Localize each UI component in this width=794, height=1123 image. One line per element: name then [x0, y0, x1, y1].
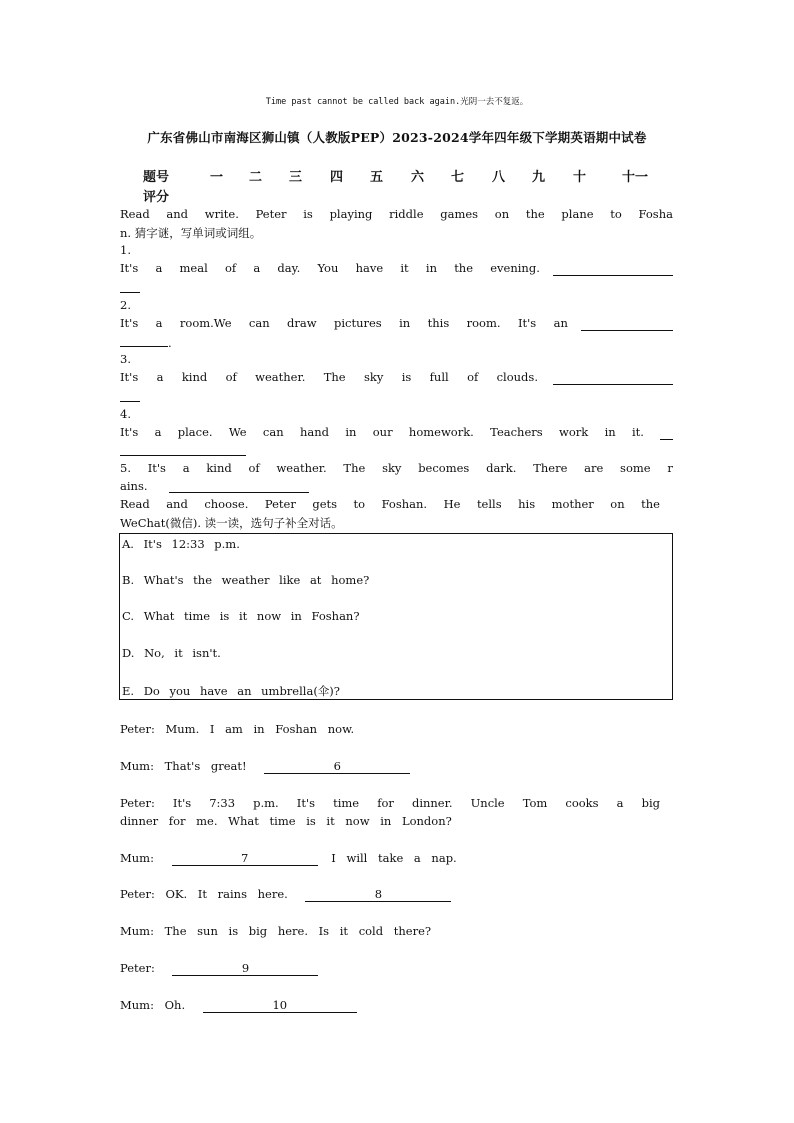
dialogue-line: Mum: 7 I will take a nap.	[120, 851, 457, 865]
question-3: It's a kind of weather. The sky is full of clouds.	[120, 370, 538, 384]
answer-blank-7[interactable]: 7	[172, 851, 318, 866]
score-col: 十一	[622, 170, 649, 185]
dialogue-line: Peter: It's 7:33 p.m. It's time for dinner. Uncle Tom cooks a big	[120, 796, 660, 810]
score-col: 十	[573, 170, 587, 185]
answer-blank-10[interactable]: 10	[203, 998, 357, 1013]
question-4: It's a place. We can hand in our homework. Teachers work in it.	[120, 425, 644, 439]
answer-blank-1-cont[interactable]	[120, 280, 140, 293]
dialogue-line: Mum: The sun is big here. Is it cold there?	[120, 924, 432, 938]
dialogue-line: Peter: 9	[120, 961, 318, 976]
option-e: E. Do you have an umbrella(伞)?	[122, 684, 340, 698]
option-c: C. What time is it now in Foshan?	[122, 609, 360, 623]
section2-instruction-cont: WeChat(微信). 读一读，选句子补全对话。	[120, 516, 343, 530]
section1-instruction-cont: n. 猜字谜，写单词或词组。	[120, 226, 262, 240]
score-col: 二	[249, 170, 263, 185]
question-5: 5. It's a kind of weather. The sky becomes dark. There are some r	[120, 461, 673, 475]
answer-blank-4-cont[interactable]	[120, 443, 246, 456]
answer-blank-3[interactable]	[553, 372, 673, 385]
question-2: It's a room.We can draw pictures in this room. It's an	[120, 316, 568, 330]
dialogue-line: Mum: Oh. 10	[120, 998, 357, 1013]
question-number: 3.	[120, 352, 131, 366]
answer-blank-3-cont[interactable]	[120, 389, 140, 402]
section1-instruction: Read and write. Peter is playing riddle games on the plane to Fosha	[120, 207, 673, 221]
question-5-cont: ains.	[120, 479, 148, 493]
score-col: 八	[492, 170, 506, 185]
score-col: 四	[330, 170, 344, 185]
score-col: 七	[451, 170, 465, 185]
answer-blank-2[interactable]	[581, 318, 673, 331]
answer-blank-6[interactable]: 6	[264, 759, 410, 774]
score-col: 六	[411, 170, 425, 185]
answer-blank-5[interactable]	[169, 480, 309, 493]
answer-blank-9[interactable]: 9	[172, 961, 318, 976]
section2-instruction: Read and choose. Peter gets to Foshan. He tells his mother on the	[120, 497, 660, 511]
score-row-label: 评分	[143, 190, 170, 205]
score-row-label: 题号	[143, 170, 170, 185]
question-1: It's a meal of a day. You have it in the evening.	[120, 261, 540, 275]
question-number: 2.	[120, 298, 131, 312]
motto: Time past cannot be called back again.光阴一去不复返。	[265, 97, 529, 107]
answer-blank-1[interactable]	[553, 263, 673, 276]
answer-blank-8[interactable]: 8	[305, 887, 451, 902]
dialogue-line: Mum: That's great! 6	[120, 759, 410, 774]
score-col: 五	[370, 170, 384, 185]
dialogue-line-cont: dinner for me. What time is it now in London?	[120, 814, 452, 828]
dialogue-line: Peter: Mum. I am in Foshan now.	[120, 722, 355, 736]
question-number: 4.	[120, 407, 131, 421]
answer-blank-2-cont[interactable]: .	[120, 334, 172, 350]
option-d: D. No, it isn't.	[122, 646, 221, 660]
score-col: 一	[210, 170, 224, 185]
page-title: 广东省佛山市南海区狮山镇（人教版PEP）2023-2024学年四年级下学期英语期中试卷	[147, 130, 647, 145]
option-a: A. It's 12:33 p.m.	[122, 537, 240, 551]
score-col: 九	[532, 170, 546, 185]
question-number: 1.	[120, 243, 131, 257]
option-b: B. What's the weather like at home?	[122, 573, 370, 587]
score-col: 三	[289, 170, 303, 185]
answer-blank-4[interactable]	[660, 427, 673, 440]
dialogue-line: Peter: OK. It rains here. 8	[120, 887, 451, 902]
